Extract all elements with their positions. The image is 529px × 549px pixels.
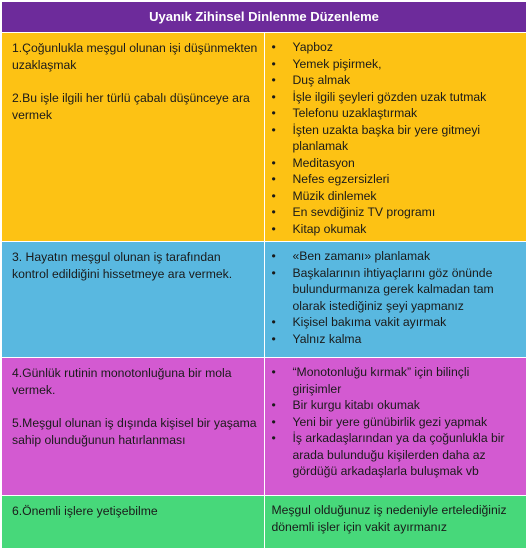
activity-list: [271, 248, 521, 347]
table-row-3: [2, 358, 527, 496]
strategy-table-frame: [1, 1, 527, 534]
list-item: • “Monotonluğu kırmak” için bilinçli girişimler: [271, 364, 521, 397]
goal-cell-3: [2, 358, 265, 496]
list-item: • Telefonu uzaklaştırmak: [271, 105, 521, 122]
list-item: • Kişisel bakıma vakit ayırmak: [271, 314, 521, 331]
list-item: • Başkalarının ihtiyaçlarını göz önünde bulundurmanıza gerek kalmadan tam olarak istediğiniz şeyi yapmanız: [271, 265, 521, 315]
activity-list: [271, 39, 521, 237]
table-title: Uyanık Zihinsel Dinlenme Düzenleme: [2, 2, 527, 33]
list-item: • Yalnız kalma: [271, 331, 521, 348]
goal-text: 3. Hayatın meşgul olunan iş tarafından kontrol edildiğini hissetmeye ara vermek.: [12, 250, 233, 281]
goal-cell-1: [2, 33, 265, 242]
activity-cell-1: [264, 33, 527, 242]
activity-cell-3: [264, 358, 527, 496]
goal-cell-2: [2, 242, 265, 358]
goal-text: 4.Günlük rutinin monotonluğuna bir mola vermek.: [12, 366, 232, 397]
list-item: • Bir kurgu kitabı okumak: [271, 397, 521, 414]
list-item: • Yeni bir yere günübirlik gezi yapmak: [271, 414, 521, 431]
list-item: • Duş almak: [271, 72, 521, 89]
strategy-table: [1, 1, 527, 549]
goal-cell-4: [2, 496, 265, 549]
table-row-1: [2, 33, 527, 242]
goal-text: 1.Çoğunlukla meşgul olunan işi düşünmekten uzaklaşmak: [12, 41, 258, 72]
list-item: • En sevdiğiniz TV programı: [271, 204, 521, 221]
goal-text: 2.Bu işle ilgili her türlü çabalı düşünceye ara vermek: [12, 91, 250, 122]
table-row-4: [2, 496, 527, 549]
goal-text: 5.Meşgul olunan iş dışında kişisel bir yaşama sahip olunduğunun hatırlanması: [12, 416, 257, 447]
list-item: • Müzik dinlemek: [271, 188, 521, 205]
list-item: • «Ben zamanı» planlamak: [271, 248, 521, 265]
goal-text: 6.Önemli işlere yetişebilme: [12, 504, 158, 518]
list-item: • Nefes egzersizleri: [271, 171, 521, 188]
table-row-2: [2, 242, 527, 358]
list-item: • Yemek pişirmek,: [271, 56, 521, 73]
list-item: • İş arkadaşlarından ya da çoğunlukla bir arada bulunduğu kişilerden daha az gördüğü arkadaşlarla buluşmak vb: [271, 430, 521, 480]
list-item: • Meditasyon: [271, 155, 521, 172]
activity-cell-2: [264, 242, 527, 358]
list-item: • Kitap okumak: [271, 221, 521, 238]
list-item: • İşle ilgili şeyleri gözden uzak tutmak: [271, 89, 521, 106]
list-item: • Yapboz: [271, 39, 521, 56]
activity-cell-4: Meşgul olduğunuz iş nedeniyle ertelediğiniz dönemli işler için vakit ayırmanız: [264, 496, 527, 549]
list-item: • İşten uzakta başka bir yere gitmeyi planlamak: [271, 122, 521, 155]
activity-list: [271, 364, 521, 480]
